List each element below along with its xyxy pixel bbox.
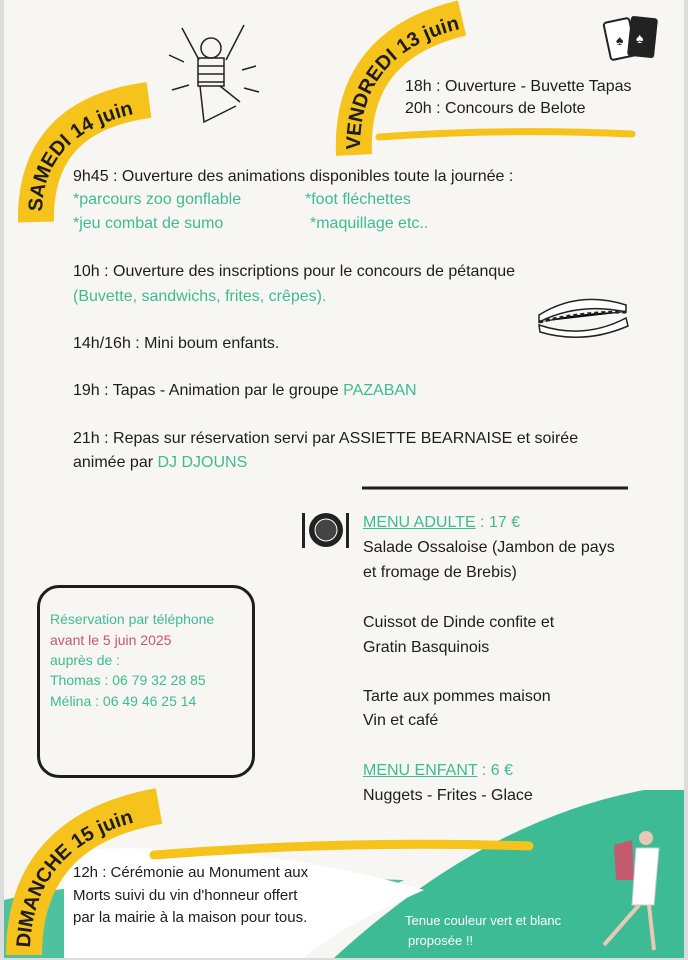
samedi-line: 10h : Ouverture des inscriptions pour le concours de pétanque <box>73 263 516 280</box>
menu-item: Vin et café <box>363 712 439 729</box>
playing-cards-icon <box>603 16 658 61</box>
phone-thomas: Thomas : 06 79 32 28 85 <box>50 672 206 688</box>
dress-code: Tenue couleur vert et blanc <box>405 913 562 928</box>
animation-item: *parcours zoo gonflable <box>73 191 242 208</box>
label: MENU ADULTE <box>363 514 476 531</box>
svg-text:♠: ♠ <box>636 30 644 46</box>
menu-item: Salade Ossaloise (Jambon de pays <box>363 539 615 556</box>
jumping-child-illustration <box>169 25 259 122</box>
yellow-brush-line <box>379 132 632 137</box>
menu-item: Cuissot de Dinde confite et <box>363 614 555 631</box>
animation-item: *foot fléchettes <box>305 191 411 208</box>
samedi-line: 9h45 : Ouverture des animations disponibles toute la journée : <box>73 168 514 185</box>
dress-code: proposée !! <box>408 933 474 948</box>
dimanche-title: DIMANCHE 15 juin <box>12 806 136 949</box>
text: 19h : Tapas - Animation par le groupe <box>73 382 344 399</box>
label: MENU ENFANT <box>363 762 478 779</box>
dj-name: DJ DJOUNS <box>157 454 248 471</box>
event-poster <box>4 0 684 958</box>
samedi-line: 14h/16h : Mini boum enfants. <box>73 335 280 352</box>
menu-item: et fromage de Brebis) <box>363 564 517 581</box>
poster-graphics <box>4 0 684 958</box>
menu-item: Tarte aux pommes maison <box>363 688 551 705</box>
price: : 17 € <box>475 514 521 531</box>
price: : 6 € <box>477 762 513 779</box>
dimanche-line: Morts suivi du vin d'honneur offert <box>73 887 298 904</box>
dimanche-line: 12h : Cérémonie au Monument aux <box>73 864 309 881</box>
reservation-line: Réservation par téléphone <box>50 611 215 627</box>
menu-item: Gratin Basquinois <box>363 639 490 656</box>
samedi-line <box>73 381 417 401</box>
dimanche-line: par la mairie à la maison pour tous. <box>73 909 308 926</box>
band-name: PAZABAN <box>343 382 417 399</box>
animation-item: *maquillage etc.. <box>310 215 429 232</box>
phone-melina: Mélina : 06 49 46 25 14 <box>50 693 197 709</box>
menu-adulte-heading <box>363 513 520 533</box>
sandwich-icon <box>539 299 628 337</box>
samedi-line <box>73 453 247 473</box>
plate-cutlery-icon <box>302 513 349 548</box>
reservation-box <box>37 585 255 778</box>
samedi-line: (Buvette, sandwichs, frites, crêpes). <box>73 288 327 305</box>
samedi-line: 21h : Repas sur réservation servi par ASSIETTE BEARNAISE et soirée <box>73 430 579 447</box>
reservation-line: auprès de : <box>50 652 121 668</box>
yellow-brush-line <box>154 844 529 855</box>
vendredi-line: 20h : Concours de Belote <box>405 100 586 117</box>
reservation-deadline: avant le 5 juin 2025 <box>50 632 172 648</box>
text: animée par <box>73 454 158 471</box>
vendredi-title: VENDREDI 13 juin <box>342 12 462 150</box>
samedi-title: SAMEDI 14 juin <box>24 97 136 213</box>
animation-item: *jeu combat de sumo <box>73 215 224 232</box>
svg-text:♠: ♠ <box>616 32 624 48</box>
vendredi-line: 18h : Ouverture - Buvette Tapas <box>405 78 632 95</box>
menu-enfant-heading <box>363 761 513 781</box>
menu-item: Nuggets - Frites - Glace <box>363 787 533 804</box>
